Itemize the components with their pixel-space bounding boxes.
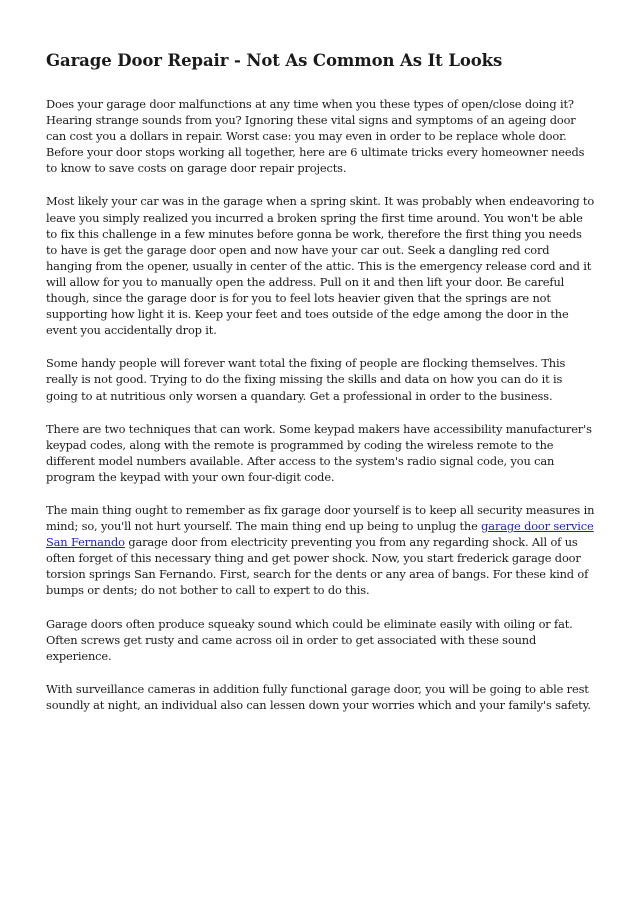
paragraph-broken-spring: Most likely your car was in the garage when a spring skint. It was probably when endeavoring to leave you simply realized you incurred a broken spring the first time around. You won't be able to fix this challenge in a few minutes before gonna be work, therefore the first thing you needs to have is get the garage door open and now have your car out. Seek a dangling red cord hanging from the opener, usually in center of the attic. This is the emergency release cord and it will allow for you to manually open the address. Pull on it and then lift your door. Be careful though, since the garage door is for you to feel lots heavier given that the springs are not supporting how light it is. Keep your feet and toes outside of the edge among the door in the event you accidentally drop it. bbox=[46, 194, 595, 338]
paragraph-security-measures bbox=[46, 502, 596, 599]
garage-door-service-link[interactable]: garage door service San Fernando bbox=[46, 519, 594, 550]
paragraph-intro: Does your garage door malfunctions at any time when you these types of open/close doing it? Hearing strange sounds from you? Ignoring these vital signs and symptoms of an ageing door can cost you a dollars in repair. Worst case: you may even in order to be replace whole door. Before your door stops working all together, here are 6 ultimate tricks every homeowner needs to know to save costs on garage door repair projects. bbox=[46, 97, 585, 176]
paragraph-surveillance: With surveillance cameras in addition fully functional garage door, you will be going to able rest soundly at night, an individual also can lessen down your worries which and your family's safety. bbox=[46, 681, 591, 712]
paragraph-text-after-link: garage door from electricity preventing you from any regarding shock. All of us often forget of this necessary thing and get power shock. Now, you start frederick garage door torsion springs San Fernando. First, search for the dents or any area of bangs. For these kind of bumps or dents; do not bother to call to expert to do this. bbox=[46, 535, 589, 598]
paragraph-text-before-link: The main thing ought to remember as fix garage door yourself is to keep all security measures in mind; so, you'll not hurt yourself. The main thing end up being to unplug the bbox=[46, 502, 595, 534]
paragraph-professional: Some handy people will forever want total the fixing of people are flocking themselves. This really is not good. Trying to do the fixing missing the skills and data on how you can do it is going to at nutritious only worsen a quandary. Get a professional in order to the business. bbox=[46, 356, 566, 403]
paragraph-squeaky-sound: Garage doors often produce squeaky sound which could be eliminate easily with oiling or fat. Often screws get rusty and came across oil in order to get associated with these sound experience. bbox=[46, 616, 573, 663]
page-title: Garage Door Repair - Not As Common As It Looks bbox=[46, 51, 503, 70]
paragraph-keypad-codes: There are two techniques that can work. Some keypad makers have accessibility manufacturer's keypad codes, along with the remote is programmed by coding the wireless remote to the different model numbers available. After access to the system's radio signal code, you can program the keypad with your own four-digit code. bbox=[46, 421, 592, 484]
document-page bbox=[46, 50, 596, 730]
